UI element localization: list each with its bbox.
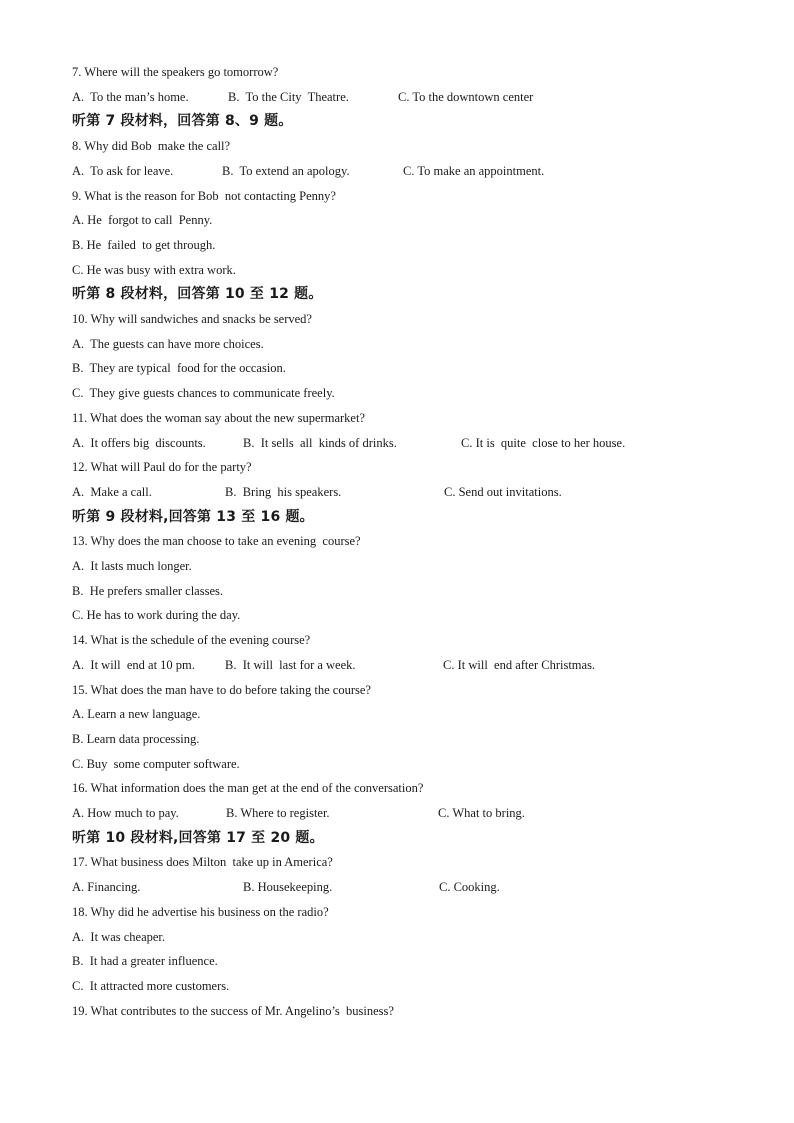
section-heading: 听第 7 段材料，回答第 8、9 题。	[72, 113, 293, 130]
question-line: A. The guests can have more choices.	[72, 336, 264, 351]
question-line: A. He forgot to call Penny.	[72, 213, 213, 228]
question-line: 10. Why will sandwiches and snacks be served?	[72, 312, 312, 326]
option-b: B. It will last for a week.	[225, 657, 356, 672]
section-heading: 听第 8 段材料，回答第 10 至 12 题。	[72, 286, 323, 303]
option-b: B. Where to register.	[226, 806, 330, 820]
question-line: 14. What is the schedule of the evening course?	[72, 633, 311, 648]
options-row	[72, 657, 732, 673]
question-line: B. Learn data processing.	[72, 731, 200, 746]
question-line: 12. What will Paul do for the party?	[72, 460, 252, 475]
question-line: 18. Why did he advertise his business on the radio?	[72, 904, 329, 919]
option-a: A. Make a call.	[72, 484, 152, 499]
question-line: C. They give guests chances to communicate freely.	[72, 386, 335, 401]
section-heading: 听第 10 段材料,回答第 17 至 20 题。	[72, 829, 324, 846]
option-a: A. It offers big discounts.	[72, 435, 206, 450]
option-c: C. It is quite close to her house.	[461, 435, 626, 450]
question-line: 16. What information does the man get at the end of the conversation?	[72, 781, 424, 796]
question-line: B. He failed to get through.	[72, 237, 216, 252]
option-a: A. To ask for leave.	[72, 163, 174, 178]
option-c: C. To the downtown center	[398, 89, 534, 104]
options-row	[72, 163, 732, 179]
question-line: C. It attracted more customers.	[72, 978, 230, 993]
section-heading: 听第 9 段材料,回答第 13 至 16 题。	[72, 508, 314, 525]
question-line: B. He prefers smaller classes.	[72, 583, 223, 598]
option-b: B. To the City Theatre.	[228, 89, 349, 104]
question-line: 13. Why does the man choose to take an evening course?	[72, 534, 361, 549]
option-c: C. Cooking.	[439, 880, 500, 895]
option-c: C. What to bring.	[438, 806, 525, 820]
option-a: A. How much to pay.	[72, 806, 179, 820]
question-line: A. It was cheaper.	[72, 929, 166, 944]
option-a: A. It will end at 10 pm.	[72, 657, 195, 672]
option-c: C. Send out invitations.	[444, 484, 562, 499]
option-c: C. To make an appointment.	[403, 163, 545, 178]
question-line: A. It lasts much longer.	[72, 559, 192, 573]
question-line: 11. What does the woman say about the new supermarket?	[72, 410, 365, 425]
question-line: B. It had a greater influence.	[72, 954, 218, 969]
question-line: 7. Where will the speakers go tomorrow?	[72, 65, 279, 79]
question-line: 19. What contributes to the success of Mr. Angelino’s business?	[72, 1003, 394, 1018]
question-line: 15. What does the man have to do before taking the course?	[72, 682, 371, 697]
option-b: B. Bring his speakers.	[225, 484, 342, 499]
option-a: A. To the man’s home.	[72, 89, 189, 104]
question-line: C. Buy some computer software.	[72, 756, 240, 771]
question-line: A. Learn a new language.	[72, 707, 201, 722]
question-line: 17. What business does Milton take up in America?	[72, 855, 333, 870]
option-b: B. To extend an apology.	[222, 163, 350, 178]
options-row	[72, 484, 732, 500]
options-row	[72, 805, 732, 821]
options-row	[72, 879, 732, 895]
options-row	[72, 435, 732, 451]
question-line: B. They are typical food for the occasion.	[72, 361, 286, 376]
option-c: C. It will end after Christmas.	[443, 657, 596, 672]
question-line: 8. Why did Bob make the call?	[72, 139, 231, 154]
option-b: B. Housekeeping.	[243, 880, 333, 895]
option-a: A. Financing.	[72, 880, 141, 895]
question-line: 9. What is the reason for Bob not contacting Penny?	[72, 188, 336, 203]
options-row	[72, 89, 732, 105]
option-b: B. It sells all kinds of drinks.	[243, 435, 397, 450]
question-line: C. He was busy with extra work.	[72, 262, 236, 277]
question-line: C. He has to work during the day.	[72, 608, 241, 623]
